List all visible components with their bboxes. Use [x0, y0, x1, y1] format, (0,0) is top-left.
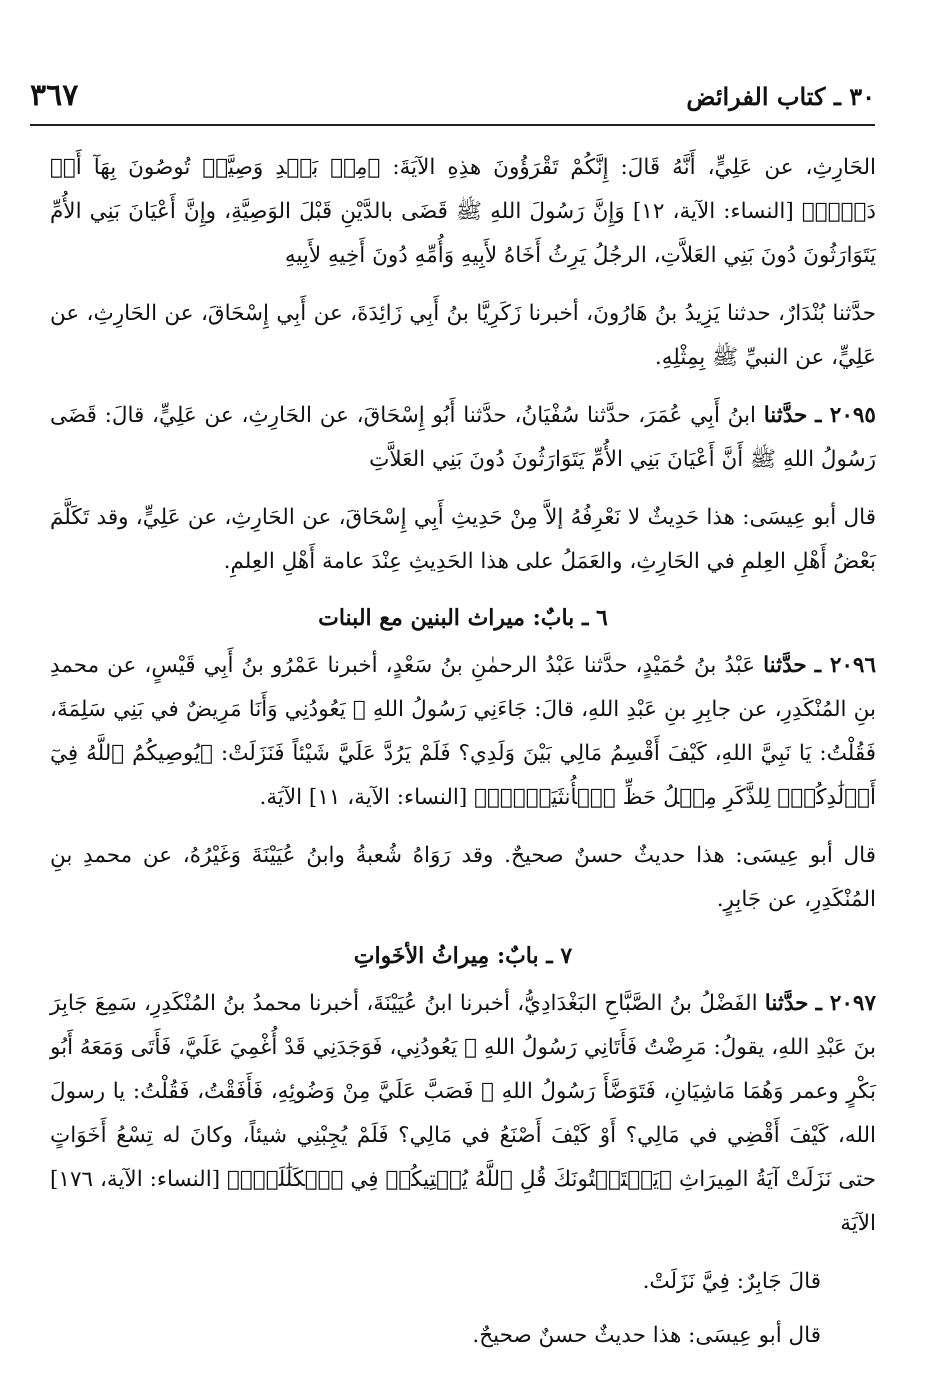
hadith-paragraph	[50, 394, 876, 482]
paragraph: الحَارِثِ، عن عَلِيٍّ، أَنَّهُ قَالَ: إِنَّكُمْ تَقْرَؤُونَ هذِهِ الآيَةَ: ﴿مِنۢ بَعۡدِ وَصِيَّةٖ تُوصُونَ بِهَآ أَوۡ دَيۡنٖ﴾ [النساء: الآية، ١٢] وَإِنَّ رَسُولَ اللهِ ﷺ قَضَى بالدَّيْنِ قَبْلَ الوَصِيَّةِ، وإِنَّ أَعْيَانَ بَنِي الأُمِّ يَتَوَارَثُونَ دُونَ بَنِي العَلاَّتِ، الرجُلُ يَرِثُ أَخَاهُ لأَبِيهِ وَأُمِّهِ دُونَ أَخِيهِ لأَبِيهِ	[50, 155, 876, 268]
header-rule	[30, 124, 875, 126]
hadith-number: ٢٠٩٧ ـ	[815, 991, 876, 1016]
paragraph: قال أبو عِيسَى: هذا حديثٌ حسنٌ صحيحٌ.	[472, 1323, 821, 1348]
chapter-heading: ٧ ـ بابٌ: مِيراثُ الأخَواتِ	[353, 943, 573, 969]
paragraph: قالَ جَابِرٌ: فِيَّ نَزَلَتْ.	[642, 1269, 821, 1294]
paragraph: قال أبو عِيسَى: هذا حَدِيثٌ لا نَعْرِفُهُ إلاَّ مِنْ حَدِيثِ أَبِي إِسْحَاقَ، عن الحَارِثِ، عن عَلِيٍّ، وقد تَكَلَّمَ بَعْضُ أَهْلِ العِلمِ في الحَارِثِ، والعَمَلُ على هذا الحَدِيثِ عِنْدَ عامة أَهْلِ العِلمِ.	[50, 505, 876, 574]
hadith-number: ٢٠٩٦ ـ	[814, 653, 877, 678]
hadith-number: ٢٠٩٥ ـ	[815, 403, 876, 428]
paragraph: قال أبو عِيسَى: هذا حديثٌ حسنٌ صحيحٌ. وقد رَوَاهُ شُعبةُ وابنُ عُيَيْنَةَ وَغَيْرُهُ، عن محمدِ بنِ المُنْكَدِرِ، عن جَابِرٍ.	[50, 843, 876, 912]
main-text	[50, 146, 876, 1368]
hadith-text: الفَضْلُ بنُ الصَّبَّاحِ البَغْدَادِيُّ، أخبرنا ابنُ عُيَيْنَةَ، أخبرنا محمدُ بنُ المُنْكَدِرِ، سَمِعَ جَابِرَ بنَ عَبْدِ اللهِ، يقولُ: مَرِضْتُ فَأَتَانِي رَسُولُ اللهِ ﷺ يَعُودُنِي، فَوَجَدَنِي قَدْ أُغْمِيَ عَلَيَّ، فَأَتَى وَمَعَهُ أَبُو بَكْرٍ وعمر وَهُمَا مَاشِيَانِ، فَتَوَضَّأَ رَسُولُ اللهِ ﷺ فَصَبَّ عَلَيَّ مِنْ وَضُوئِهِ، فَأَفَقْتُ، فَقُلْتُ: يا رسولَ الله، كَيْفَ أَقْضِي في مَالِي؟ أَوْ كَيْفَ أَصْنَعُ في مَالِي؟ فَلَمْ يُجِبْنِي شيئاً، وكانَ له تِسْعُ أَخَوَاتٍ حتى نَزَلَتْ آيَةُ المِيرَاثِ ﴿يَسۡتَفۡتُونَكَ قُلِ ٱللَّهُ يُفۡتِيكُمۡ فِي ٱلۡكَلَٰلَةِۚ﴾ [النساء: الآية، ١٧٦] الآيَة	[50, 991, 876, 1236]
hadith-text: ابنُ أَبِي عُمَرَ، حدَّثنا سُفْيَانُ، حدَّثنا أَبُو إِسْحَاقَ، عن الحَارِثِ، عن عَلِيٍّ، قالَ: قَضَى رَسُولُ اللهِ ﷺ أَنَّ أَعْيَانَ بَنِي الأُمِّ يَتَوَارَثُونَ دُونَ بَنِي العَلاَّتِ	[50, 403, 876, 472]
hadith-paragraph	[50, 644, 876, 820]
page-number: ٣٦٧	[30, 78, 79, 113]
hadith-opening-word: حدَّثنا	[763, 403, 808, 428]
hadith-text: عَبْدُ بنُ حُمَيْدٍ، حدَّثنا عَبْدُ الرحمٰنِ بنُ سَعْدٍ، أخبرنا عَمْرُو بنُ أَبِي قَيْسٍ، عن محمدِ بنِ المُنْكَدِرِ، عن جابِرِ بنِ عَبْدِ اللهِ، قالَ: جَاءَنِي رَسُولُ اللهِ ﷺ يَعُودُنِي وَأَنَا مَرِيضٌ في بَنِي سَلِمَةَ، فَقُلْتُ: يَا نَبِيَّ اللهِ، كَيْفَ أَقْسِمُ مَالِي بَيْنَ وَلَدِي؟ فَلَمْ يَرُدَّ عَلَيَّ شَيْئاً فَنَزَلَتْ: ﴿يُوصِيكُمُ ٱللَّهُ فِيٓ أَوۡلَٰدِكُمۡۖ لِلذَّكَرِ مِثۡلُ حَظِّ ٱلۡأُنثَيَيۡنِۚ﴾ [النساء: الآية، ١١] الآيَة.	[50, 653, 876, 810]
hadith-opening-word: حدَّثنا	[764, 991, 809, 1016]
running-title: ٣٠ ـ كتاب الفرائض	[686, 82, 875, 111]
hadith-paragraph	[50, 982, 876, 1246]
hadith-opening-word: حدَّثنا	[763, 653, 807, 678]
chapter-heading: ٦ ـ بابٌ: ميراث البنين مع البنات	[318, 605, 608, 631]
paragraph: حدَّثنا بُنْدَارٌ، حدثنا يَزِيدُ بنُ هَارُونَ، أخبرنا زَكَرِيَّا بنُ أَبِي زَائِدَةَ، عن أَبِي إِسْحَاقَ، عن الحَارِثِ، عن عَلِيٍّ، عن النبيِّ ﷺ بِمِثْلِهِ.	[50, 301, 876, 370]
page-header	[30, 78, 875, 118]
